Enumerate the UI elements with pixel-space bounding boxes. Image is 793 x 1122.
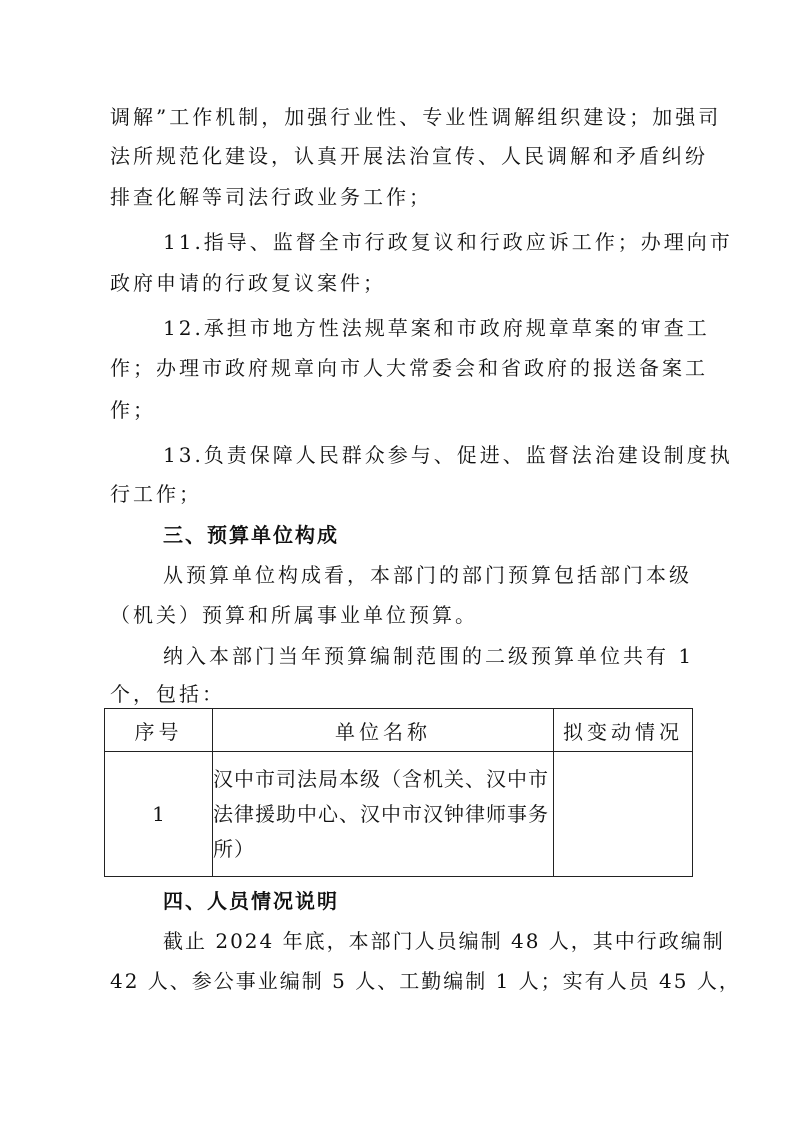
section-heading: 三、预算单位构成 [163, 523, 339, 547]
text-line: 政府申请的行政复议案件； [110, 271, 386, 295]
text-line: 个，包括： [110, 682, 225, 706]
table-row [105, 752, 693, 877]
budget-units-table [104, 708, 693, 877]
text-line: 11.指导、监督全市行政复议和行政应诉工作；办理向市 [163, 230, 733, 254]
text-line: 截止 2024 年底，本部门人员编制 48 人，其中行政编制 [163, 929, 725, 953]
table-cell-unit-name: 汉中市司法局本级（含机关、汉中市 法律援助中心、汉中市汉钟律师事务 所） [213, 752, 554, 877]
text-line: 13.负责保障人民群众参与、促进、监督法治建设制度执 [163, 443, 733, 467]
text-line: 42 人、参公事业编制 5 人、工勤编制 1 人；实有人员 45 人， [110, 969, 741, 993]
text-line: 调解”工作机制，加强行业性、专业性调解组织建设；加强司 [110, 105, 722, 129]
text-line: 法所规范化建设，认真开展法治宣传、人民调解和矛盾纠纷 [110, 144, 708, 168]
table-cell-index: 1 [105, 752, 213, 877]
column-header: 拟变动情况 [554, 709, 693, 752]
section-heading: 四、人员情况说明 [163, 889, 339, 913]
column-header: 序号 [105, 709, 213, 752]
text-line: 排查化解等司法行政业务工作； [110, 185, 432, 209]
text-line: 12.承担市地方性法规草案和市政府规章草案的审查工 [163, 316, 710, 340]
text-line: 行工作； [110, 482, 202, 506]
text-line: 从预算单位构成看，本部门的部门预算包括部门本级 [163, 563, 692, 587]
table-cell-change [554, 752, 693, 877]
text-line: 纳入本部门当年预算编制范围的二级预算单位共有 1 [163, 644, 695, 668]
text-line: 作；办理市政府规章向市人大常委会和省政府的报送备案工 [110, 356, 708, 380]
text-line: （机关）预算和所属事业单位预算。 [110, 603, 478, 627]
table-header-row [105, 709, 693, 752]
text-line: 作； [110, 398, 156, 422]
column-header: 单位名称 [213, 709, 554, 752]
